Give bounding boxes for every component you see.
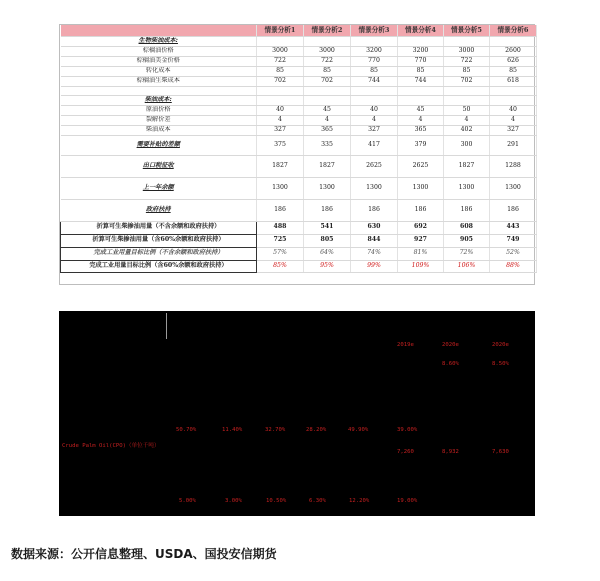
table-cell: 327	[490, 125, 537, 135]
panel-text: 49.90%	[348, 427, 369, 433]
table-cell: 3000	[444, 46, 490, 56]
table-cell: 95%	[304, 260, 351, 272]
table-cell: 1300	[304, 177, 351, 199]
row-label: 棕榈油美金价格	[61, 56, 257, 66]
table-cell: 3200	[351, 46, 398, 56]
column-header: 情景分析2	[304, 25, 351, 36]
table-cell	[257, 95, 304, 105]
table-cell: 749	[490, 234, 537, 247]
table-cell: 85	[490, 66, 537, 76]
table-cell: 40	[490, 105, 537, 115]
table-cell: 186	[444, 199, 490, 221]
table-cell: 402	[444, 125, 490, 135]
table-row	[61, 221, 537, 234]
column-header: 情景分析5	[444, 25, 490, 36]
table-cell	[257, 36, 304, 46]
table-cell: 74%	[351, 247, 398, 260]
row-label: 生物柴油成本:	[61, 36, 257, 46]
table-cell: 85	[351, 66, 398, 76]
table-row	[61, 56, 537, 66]
table-cell	[304, 95, 351, 105]
panel-text: Crude Palm Oil(CPO)（单位千吨）	[62, 443, 160, 449]
table-cell: 770	[351, 56, 398, 66]
table-cell	[257, 86, 304, 95]
table-cell: 81%	[398, 247, 444, 260]
table-cell: 1300	[490, 177, 537, 199]
table-cell	[351, 95, 398, 105]
table-cell: 85	[444, 66, 490, 76]
table-row	[61, 46, 537, 56]
table-cell: 702	[444, 76, 490, 86]
table-row	[61, 247, 537, 260]
panel-text: 11.40%	[222, 427, 243, 433]
table-cell: 630	[351, 221, 398, 234]
table-cell: 1300	[257, 177, 304, 199]
table-cell: 4	[398, 115, 444, 125]
table-cell: 702	[304, 76, 351, 86]
table-row	[61, 95, 537, 105]
table-cell: 109%	[398, 260, 444, 272]
table-cell: 106%	[444, 260, 490, 272]
panel-text: 19.00%	[397, 498, 418, 504]
table-cell: 722	[304, 56, 351, 66]
row-label: 上一年余额	[61, 177, 257, 199]
panel-text: 32.70%	[265, 427, 286, 433]
dark-table-image	[59, 311, 535, 516]
table-cell: 64%	[304, 247, 351, 260]
table-cell: 40	[257, 105, 304, 115]
table-cell: 291	[490, 135, 537, 155]
table-cell: 4	[304, 115, 351, 125]
table-row	[61, 86, 537, 95]
source-caption: 数据来源：公开信息整理、USDA、国投安信期货	[11, 547, 277, 561]
table-cell: 52%	[490, 247, 537, 260]
panel-text: 6.30%	[309, 498, 326, 504]
table-cell: 3000	[304, 46, 351, 56]
column-header: 情景分析6	[490, 25, 537, 36]
row-label	[61, 86, 257, 95]
header-corner	[61, 25, 257, 36]
table-cell: 186	[398, 199, 444, 221]
table-cell: 2625	[398, 155, 444, 177]
table-cell: 770	[398, 56, 444, 66]
table-cell: 844	[351, 234, 398, 247]
panel-text: 8,932	[442, 449, 459, 455]
table-cell: 443	[490, 221, 537, 234]
table-row	[61, 125, 537, 135]
column-header: 情景分析4	[398, 25, 444, 36]
table-cell	[351, 86, 398, 95]
table-row	[61, 177, 537, 199]
row-label: 出口税征收	[61, 155, 257, 177]
row-label: 转化成本	[61, 66, 257, 76]
panel-text: 8.50%	[492, 361, 509, 367]
table-cell	[444, 95, 490, 105]
table-cell: 1300	[398, 177, 444, 199]
table-cell: 85	[398, 66, 444, 76]
table-cell	[398, 36, 444, 46]
table-cell: 327	[257, 125, 304, 135]
table-cell: 541	[304, 221, 351, 234]
table-cell: 375	[257, 135, 304, 155]
table-cell: 365	[304, 125, 351, 135]
table-cell: 1300	[351, 177, 398, 199]
table-cell: 3200	[398, 46, 444, 56]
row-label: 柴油成本	[61, 125, 257, 135]
panel-text: 2020e	[442, 342, 459, 348]
table-cell: 1827	[257, 155, 304, 177]
table-cell: 805	[304, 234, 351, 247]
table-row	[61, 66, 537, 76]
table-cell: 50	[444, 105, 490, 115]
panel-text: 5.00%	[179, 498, 196, 504]
table-cell: 57%	[257, 247, 304, 260]
table-cell: 335	[304, 135, 351, 155]
table-cell	[490, 36, 537, 46]
panel-text: 50.70%	[176, 427, 197, 433]
table-cell: 927	[398, 234, 444, 247]
panel-text: 8.60%	[442, 361, 459, 367]
table-cell: 85%	[257, 260, 304, 272]
table-cell: 85	[304, 66, 351, 76]
table-cell: 379	[398, 135, 444, 155]
row-label: 棕榈油生柴成本	[61, 76, 257, 86]
table-cell: 744	[398, 76, 444, 86]
panel-text: 28.20%	[306, 427, 327, 433]
table-cell: 1827	[304, 155, 351, 177]
row-label: 棕榈油价格	[61, 46, 257, 56]
row-label: 折算可生柴掺油用量（含60%余额和政府扶持）	[61, 234, 257, 247]
table-cell: 45	[398, 105, 444, 115]
table-cell: 85	[257, 66, 304, 76]
table-cell: 4	[351, 115, 398, 125]
row-label: 原油价格	[61, 105, 257, 115]
table-cell: 744	[351, 76, 398, 86]
table-cell: 692	[398, 221, 444, 234]
table-cell	[444, 36, 490, 46]
scenario-table-image	[59, 24, 535, 285]
table-cell: 488	[257, 221, 304, 234]
table-row	[61, 76, 537, 86]
row-label: 柴油成本:	[61, 95, 257, 105]
panel-text: 12.20%	[349, 498, 370, 504]
table-cell: 725	[257, 234, 304, 247]
column-header: 情景分析3	[351, 25, 398, 36]
table-cell: 626	[490, 56, 537, 66]
table-cell: 72%	[444, 247, 490, 260]
table-cell: 608	[444, 221, 490, 234]
table-cell: 300	[444, 135, 490, 155]
row-label: 完成工业用量目标比例（不含余额和政府扶持）	[61, 247, 257, 260]
table-cell	[304, 86, 351, 95]
table-cell: 4	[490, 115, 537, 125]
table-cell: 186	[490, 199, 537, 221]
table-cell: 2625	[351, 155, 398, 177]
panel-text: 3.00%	[225, 498, 242, 504]
table-row	[61, 155, 537, 177]
table-cell	[398, 95, 444, 105]
table-cell	[490, 86, 537, 95]
table-cell: 365	[398, 125, 444, 135]
table-row	[61, 234, 537, 247]
table-cell: 618	[490, 76, 537, 86]
panel-text: 7,630	[492, 449, 509, 455]
panel-text: 10.50%	[266, 498, 287, 504]
table-cell: 88%	[490, 260, 537, 272]
panel-text: 2019e	[397, 342, 414, 348]
table-cell: 722	[444, 56, 490, 66]
row-label: 政府扶持	[61, 199, 257, 221]
table-cell: 45	[304, 105, 351, 115]
table-row	[61, 260, 537, 272]
table-cell: 905	[444, 234, 490, 247]
table-cell: 186	[257, 199, 304, 221]
table-cell: 186	[351, 199, 398, 221]
table-row	[61, 199, 537, 221]
table-header-row	[61, 25, 537, 36]
table-row	[61, 36, 537, 46]
table-cell: 1827	[444, 155, 490, 177]
table-cell	[351, 36, 398, 46]
table-cell	[304, 36, 351, 46]
table-cell: 99%	[351, 260, 398, 272]
table-cell	[398, 86, 444, 95]
table-cell: 2600	[490, 46, 537, 56]
text-cursor	[166, 313, 167, 339]
table-cell	[490, 95, 537, 105]
table-row	[61, 105, 537, 115]
table-cell	[444, 86, 490, 95]
table-cell: 702	[257, 76, 304, 86]
panel-text: 39.00%	[397, 427, 418, 433]
table-cell: 722	[257, 56, 304, 66]
row-label: 完成工业用量目标比例（含60%余额和政府扶持）	[61, 260, 257, 272]
table-cell: 40	[351, 105, 398, 115]
row-label: 裂解价差	[61, 115, 257, 125]
table-row	[61, 135, 537, 155]
panel-text: 2020e	[492, 342, 509, 348]
table-cell: 186	[304, 199, 351, 221]
table-cell: 3000	[257, 46, 304, 56]
scenario-table	[60, 25, 537, 273]
table-cell: 417	[351, 135, 398, 155]
table-row	[61, 115, 537, 125]
table-cell: 1288	[490, 155, 537, 177]
table-cell: 1300	[444, 177, 490, 199]
column-header: 情景分析1	[257, 25, 304, 36]
panel-text: 7,260	[397, 449, 414, 455]
table-cell: 327	[351, 125, 398, 135]
table-cell: 4	[257, 115, 304, 125]
table-cell: 4	[444, 115, 490, 125]
row-label: 需要补贴的差额	[61, 135, 257, 155]
row-label: 折算可生柴掺油用量（不含余额和政府扶持）	[61, 221, 257, 234]
